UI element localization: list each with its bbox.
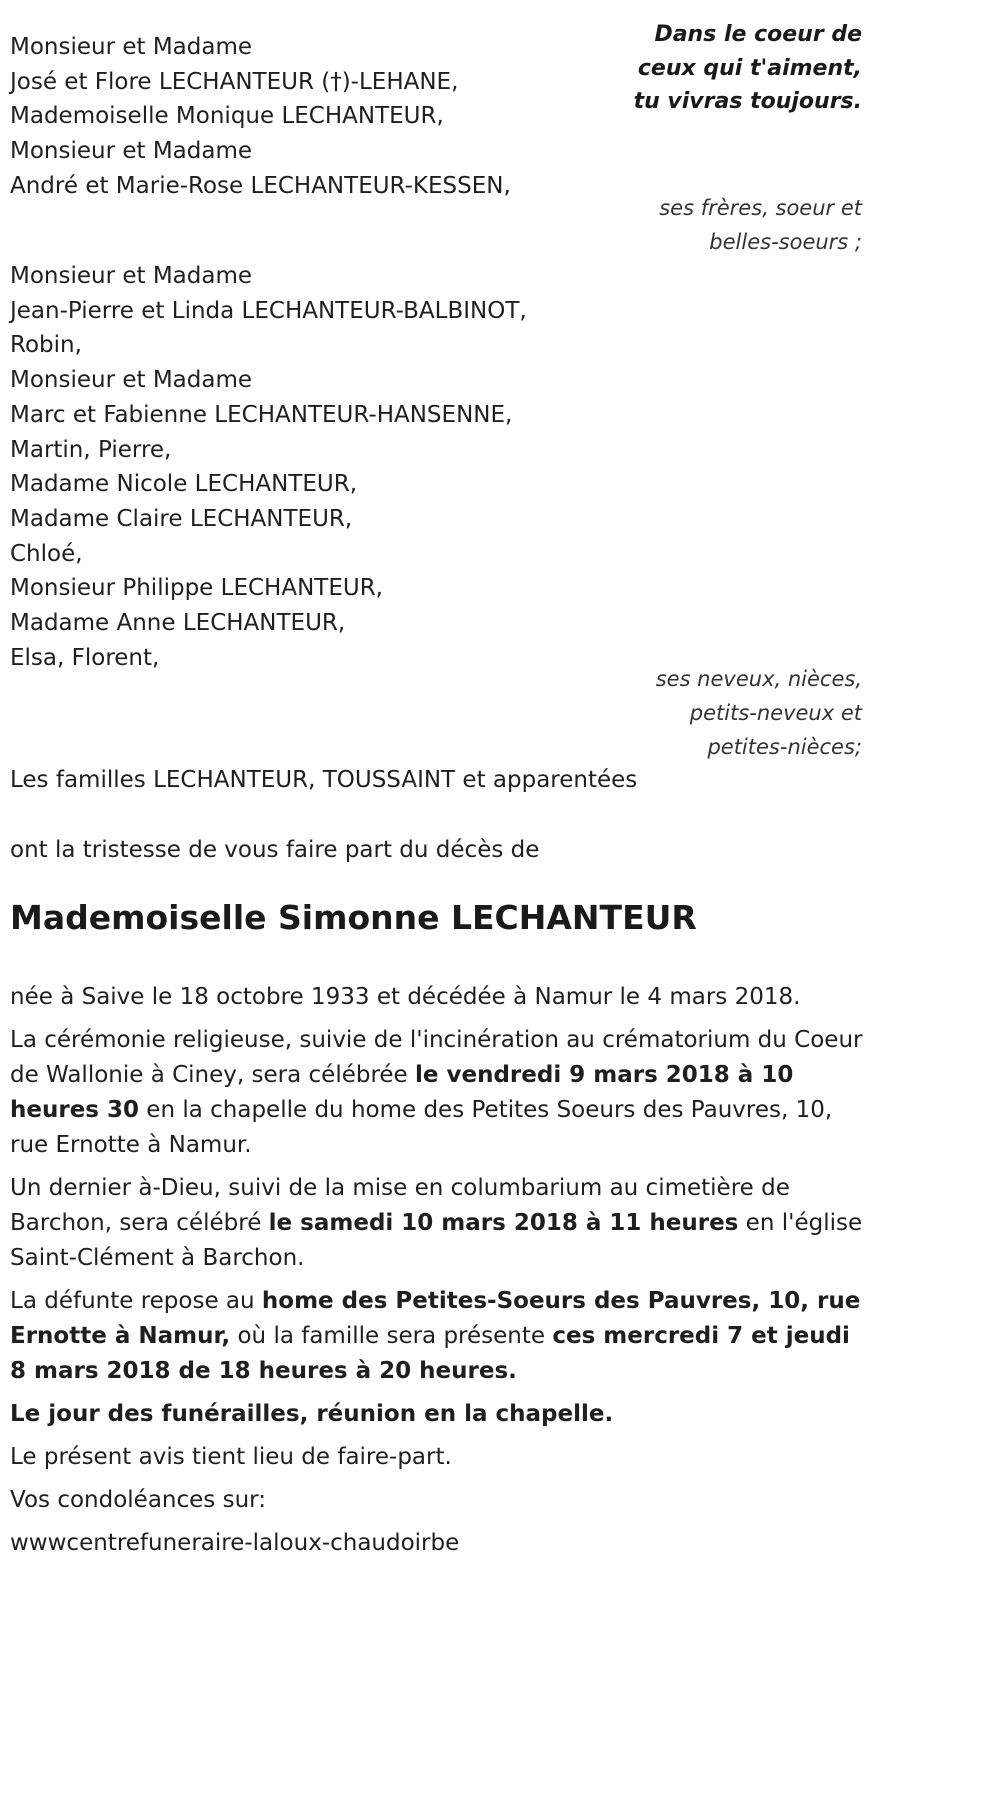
family-line: Marc et Fabienne LECHANTEUR-HANSENNE, <box>10 401 513 428</box>
family-line: Monsieur et Madame <box>10 367 253 394</box>
farewell-text: Un dernier à-Dieu, suivi de la mise en columbarium au cimetière de Barchon, sera célébré <box>10 1175 790 1236</box>
deceased-name: Mademoiselle Simonne LECHANTEUR <box>10 898 697 937</box>
ceremony-paragraph <box>10 1023 865 1163</box>
relation-nephews <box>656 662 862 764</box>
quote-line: Dans le coeur de <box>654 22 862 47</box>
family-line: Madame Anne LECHANTEUR, <box>10 610 346 637</box>
visitation-dates: ces mercredi 7 et jeudi 8 mars 2018 de 18 heures à 20 heures. <box>10 1323 850 1384</box>
ceremony-date: le vendredi 9 mars 2018 à 10 heures 30 <box>10 1062 794 1123</box>
relation-line: petites-nièces; <box>707 735 862 759</box>
visitation-text: La défunte repose au <box>10 1288 262 1314</box>
ceremony-text: La cérémonie religieuse, suivie de l'incinération au crématorium du Coeur de Wallonie à Ciney, sera célébrée <box>10 1027 863 1088</box>
family-line: Monsieur et Madame <box>10 34 253 60</box>
relation-siblings <box>659 191 862 259</box>
relation-line: ses frères, soeur et <box>659 196 862 220</box>
quote-line: ceux qui t'aiment, <box>637 55 862 81</box>
families-line: Les familles LECHANTEUR, TOUSSAINT et apparentées <box>10 767 638 793</box>
family-line: Madame Claire LECHANTEUR, <box>10 505 353 532</box>
family-line: Monsieur et Madame <box>10 138 253 165</box>
relation-line: ses neveux, nièces, <box>655 667 862 691</box>
family-line: José et Flore LECHANTEUR (†)-LEHANE, <box>10 68 459 95</box>
visitation-place: home des Petites-Soeurs des Pauvres, 10, rue Ernotte à Namur, <box>10 1288 861 1349</box>
family-line: Chloé, <box>10 540 83 567</box>
condolences-label: Vos condoléances sur: <box>10 1487 266 1513</box>
family-group-nephews <box>10 259 527 675</box>
meeting-text: Le jour des funérailles, réunion en la chapelle. <box>10 1401 614 1427</box>
ceremony-location: en la chapelle du home des Petites Soeurs des Pauvres, 10, rue Ernotte à Namur. <box>10 1097 833 1158</box>
family-line: Robin, <box>10 332 82 359</box>
announcement-line: ont la tristesse de vous faire part du décès de <box>10 837 540 863</box>
family-line: Monsieur Philippe LECHANTEUR, <box>10 575 383 602</box>
family-line: Madame Nicole LECHANTEUR, <box>10 471 358 498</box>
family-line: Mademoiselle Monique LECHANTEUR, <box>10 103 444 130</box>
farewell-location: en l'église Saint-Clément à Barchon. <box>10 1210 863 1271</box>
family-line: Monsieur et Madame <box>10 263 253 289</box>
quote-line: tu vivras toujours. <box>633 89 862 114</box>
family-line: André et Marie-Rose LECHANTEUR-KESSEN, <box>10 172 511 199</box>
family-line: Martin, Pierre, <box>10 436 172 463</box>
birth-death-paragraph: née à Saive le 18 octobre 1933 et décédée à Namur le 4 mars 2018. <box>10 984 801 1010</box>
website-link[interactable]: wwwcentrefuneraire-laloux-chaudoirbe <box>10 1530 460 1556</box>
family-line: Jean-Pierre et Linda LECHANTEUR-BALBINOT, <box>10 297 527 324</box>
relation-line: belles-soeurs ; <box>709 230 862 254</box>
family-group-siblings <box>10 30 511 204</box>
visitation-paragraph <box>10 1284 865 1389</box>
farewell-date: le samedi 10 mars 2018 à 11 heures <box>268 1210 739 1236</box>
family-line: Elsa, Florent, <box>10 644 160 671</box>
memorial-quote <box>634 18 862 119</box>
farewell-paragraph <box>10 1171 865 1276</box>
visitation-text-middle: où la famille sera présente <box>230 1323 553 1349</box>
notice-paragraph: Le présent avis tient lieu de faire-part. <box>10 1444 452 1470</box>
meeting-paragraph <box>10 1397 865 1432</box>
funeral-details <box>10 980 865 1569</box>
relation-line: petits-neveux et <box>689 701 862 725</box>
